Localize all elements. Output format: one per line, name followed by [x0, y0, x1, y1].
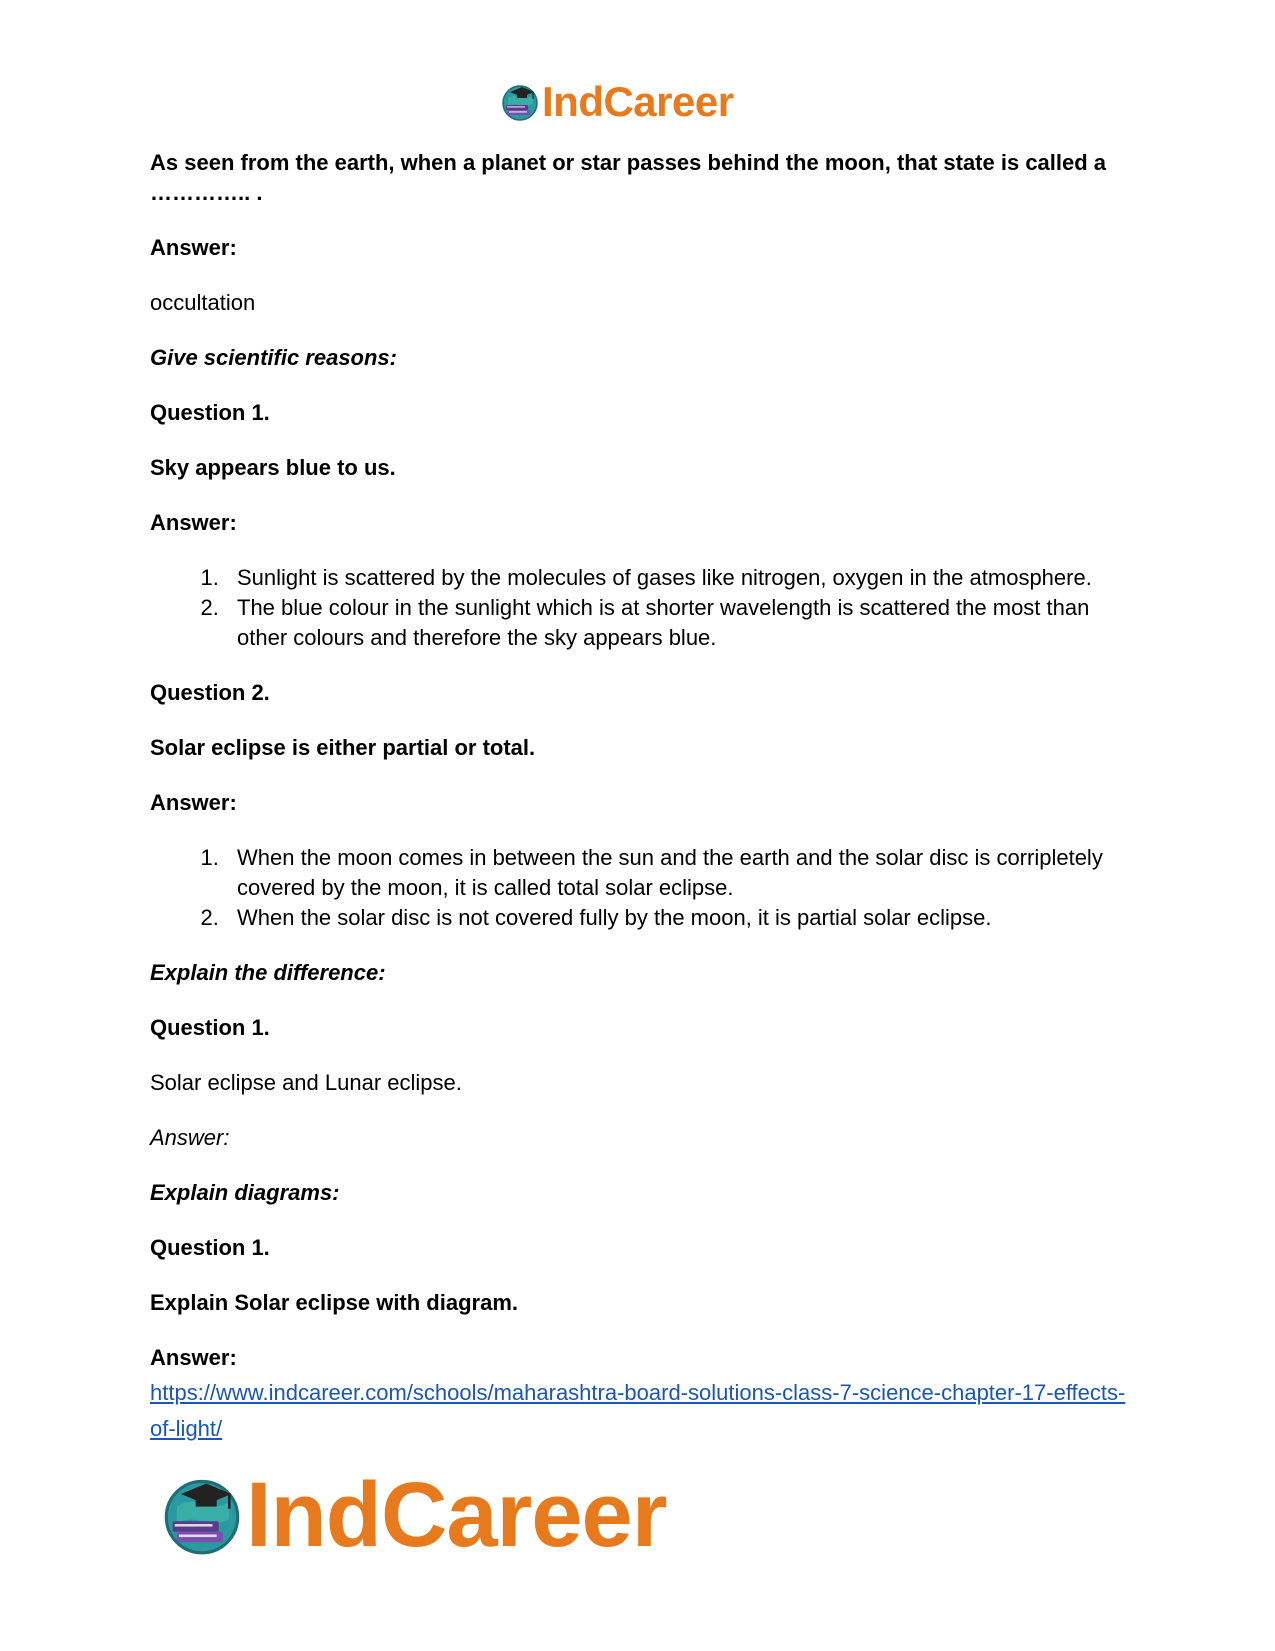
answer-label: Answer:	[150, 790, 237, 815]
question-label: Question 1.	[150, 1015, 270, 1040]
footer-logo	[160, 1464, 667, 1566]
globe-graduation-cap-books-icon	[160, 1473, 244, 1557]
source-link[interactable]: https://www.indcareer.com/schools/maharashtra-board-solutions-class-7-science-chapter-17-effects-of-light/	[150, 1380, 1126, 1441]
document-body	[150, 148, 1130, 1472]
question-text: Solar eclipse is either partial or total.	[150, 735, 536, 760]
answer-label: Answer:	[150, 1125, 230, 1150]
section-heading-diagrams: Explain diagrams:	[150, 1180, 340, 1205]
answer-list	[150, 843, 1130, 933]
question-label: Question 1.	[150, 1235, 270, 1260]
answer-list-item: 2. The blue colour in the sunlight which is at shorter wavelength is scattered the most than other colours and therefore the sky appears blue.	[225, 593, 1130, 653]
answer-list-item: 1. When the moon comes in between the sun and the earth and the solar disc is corripletely covered by the moon, it is called total solar eclipse.	[225, 843, 1130, 903]
answer-text: occultation	[150, 290, 256, 315]
question-label: Question 1.	[150, 400, 270, 425]
answer-list-item: 1. Sunlight is scattered by the molecules of gases like nitrogen, oxygen in the atmosphere.	[225, 563, 1130, 593]
answer-list-item: 2. When the solar disc is not covered fully by the moon, it is partial solar eclipse.	[225, 903, 1130, 933]
question-text: Explain Solar eclipse with diagram.	[150, 1290, 519, 1315]
fill-blank-question: As seen from the earth, when a planet or star passes behind the moon, that state is called a ………….. .	[150, 150, 1107, 205]
question-label: Question 2.	[150, 680, 270, 705]
header-logo	[500, 78, 734, 126]
question-text: Sky appears blue to us.	[150, 455, 396, 480]
brand-name: IndCareer	[542, 78, 734, 125]
section-heading-reasons: Give scientific reasons:	[150, 345, 397, 370]
section-heading-difference: Explain the difference:	[150, 960, 386, 985]
brand-name: IndCareer	[246, 1464, 667, 1566]
answer-label: Answer:	[150, 1345, 237, 1370]
answer-label: Answer:	[150, 235, 237, 260]
question-text: Solar eclipse and Lunar eclipse.	[150, 1070, 462, 1095]
answer-label: Answer:	[150, 510, 237, 535]
globe-graduation-cap-books-icon	[500, 82, 540, 122]
source-link-line	[150, 1375, 1130, 1447]
answer-list	[150, 563, 1130, 653]
